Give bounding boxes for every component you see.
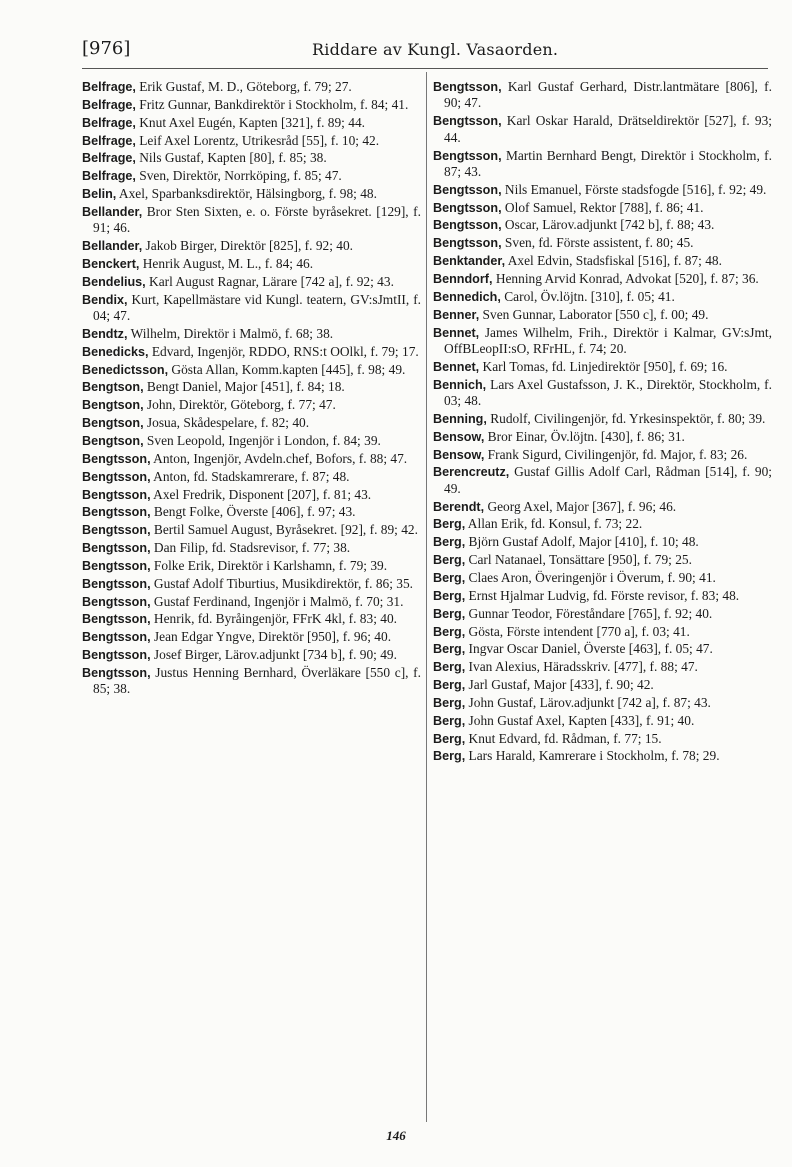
entry-surname: Berg, [433, 660, 466, 675]
entry-details: Axel Edvin, Stadsfiskal [516], f. 87; 48. [505, 253, 722, 269]
register-entry [433, 748, 772, 764]
entry-details: Karl Oskar Harald, Drätseldirektör [527], f. 93; 44. [444, 113, 772, 145]
entry-surname: Bengtsson, [82, 523, 151, 538]
entry-details: Justus Henning Bernhard, Överläkare [550 c], f. 85; 38. [93, 664, 421, 697]
entry-surname: Benner, [433, 307, 480, 322]
register-entry [82, 133, 421, 149]
entry-surname: Berg, [433, 588, 466, 603]
header-rule [82, 68, 768, 69]
entry-details: Bengt Folke, Överste [406], f. 97; 43. [150, 504, 356, 520]
entry-surname: Berg, [433, 749, 466, 764]
register-entry [82, 150, 421, 166]
entry-details: Edvard, Ingenjör, RDDO, RNS:t OOlkl, f. 79; 17. [148, 343, 419, 359]
entry-details: Nils Gustaf, Kapten [80], f. 85; 38. [135, 150, 327, 166]
register-entry [82, 558, 421, 574]
left-column [82, 79, 421, 699]
register-entry [433, 253, 772, 269]
entry-surname: Bellander, [82, 239, 143, 254]
column-divider [426, 72, 427, 1122]
register-entry [433, 359, 772, 375]
entry-details: Jarl Gustaf, Major [433], f. 90; 42. [465, 677, 654, 693]
entry-surname: Belfrage, [82, 151, 136, 166]
register-entry [82, 326, 421, 342]
entry-surname: Bengtsson, [433, 148, 502, 163]
register-entry [433, 552, 772, 568]
register-entry [82, 433, 421, 449]
entry-details: Sven Gunnar, Laborator [550 c], f. 00; 49. [479, 306, 709, 322]
entry-details: Lars Harald, Kamrerare i Stockholm, f. 78; 29. [465, 748, 720, 764]
entry-details: John, Direktör, Göteborg, f. 77; 47. [143, 397, 336, 413]
entry-details: Knut Axel Eugén, Kapten [321], f. 89; 44. [135, 114, 365, 130]
entry-details: Lars Axel Gustafsson, J. K., Direktör, Stockholm, f. 03; 48. [444, 376, 772, 408]
entry-surname: Berg, [433, 642, 466, 657]
entry-surname: Bengtsson, [433, 114, 502, 129]
register-entry [82, 487, 421, 503]
entry-surname: Benktander, [433, 254, 506, 269]
entry-surname: Berg, [433, 535, 466, 550]
entry-surname: Bengtsson, [82, 487, 151, 502]
register-entry [433, 148, 772, 181]
register-entry [433, 182, 772, 198]
entry-details: Georg Axel, Major [367], f. 96; 46. [484, 498, 677, 514]
register-entry [82, 274, 421, 290]
page-header [82, 38, 772, 66]
register-entry [82, 522, 421, 538]
entry-surname: Berencreutz, [433, 465, 510, 480]
entry-details: Bror Sten Sixten, e. o. Förste byråsekret. [129], f. 91; 46. [93, 203, 421, 236]
register-entry [433, 377, 772, 410]
entry-surname: Berg, [433, 571, 466, 585]
entry-surname: Bengtsson, [82, 558, 151, 573]
entry-surname: Belfrage, [82, 169, 136, 184]
entry-details: Ernst Hjalmar Ludvig, fd. Förste revisor, f. 83; 48. [465, 587, 740, 603]
register-entry [433, 677, 772, 693]
entry-surname: Bengtsson, [82, 576, 151, 591]
entry-surname: Bendtz, [82, 326, 128, 341]
entry-details: Gösta, Förste intendent [770 a], f. 03; 41. [465, 623, 690, 639]
right-column [433, 79, 772, 766]
entry-details: Frank Sigurd, Civilingenjör, fd. Major, f. 83; 26. [484, 446, 748, 462]
entry-surname: Belin, [82, 187, 117, 202]
entry-details: John Gustaf, Lärov.adjunkt [742 a], f. 87; 43. [465, 694, 711, 710]
register-entry [433, 534, 772, 550]
entry-surname: Benckert, [82, 257, 140, 271]
entry-surname: Bensow, [433, 447, 485, 462]
register-entry [82, 362, 421, 378]
register-entry [82, 256, 421, 272]
entry-surname: Benedictsson, [82, 362, 169, 377]
entry-surname: Benndorf, [433, 271, 493, 286]
entry-details: Claes Aron, Överingenjör i Överum, f. 90; 41. [465, 570, 716, 585]
entry-surname: Berg, [433, 678, 466, 693]
register-entry [82, 540, 421, 556]
register-entry [433, 79, 772, 112]
entry-surname: Berg, [433, 713, 466, 728]
entry-surname: Bengtsson, [82, 541, 151, 556]
entry-surname: Bengtson, [82, 380, 144, 395]
entry-details: Henning Arvid Konrad, Advokat [520], f. 87; 36. [492, 270, 759, 286]
entry-surname: Bengtsson, [82, 451, 151, 466]
entry-details: Gustaf Ferdinand, Ingenjör i Malmö, f. 70; 31. [150, 593, 404, 609]
entry-details: Sven, fd. Förste assistent, f. 80; 45. [501, 235, 694, 251]
register-entry [82, 79, 421, 95]
entry-details: Oscar, Lärov.adjunkt [742 b], f. 88; 43. [501, 217, 715, 233]
entry-details: Axel Fredrik, Disponent [207], f. 81; 43. [150, 486, 372, 502]
entry-details: James Wilhelm, Frih., Direktör i Kalmar, GV:sJmt, OffBLeopII:sO, RFrHL, f. 74; 20. [444, 324, 772, 356]
register-entry [433, 713, 772, 729]
entry-details: Fritz Gunnar, Bankdirektör i Stockholm, f. 84; 41. [135, 96, 409, 112]
register-entry [433, 113, 772, 146]
entry-details: Wilhelm, Direktör i Malmö, f. 68; 38. [127, 325, 334, 341]
entry-details: Carl Natanael, Tonsättare [950], f. 79; 25. [465, 552, 692, 568]
entry-details: Karl August Ragnar, Lärare [742 a], f. 92; 43. [145, 273, 394, 289]
entry-details: Henrik August, M. L., f. 84; 46. [139, 256, 314, 271]
register-entry [433, 217, 772, 233]
register-entry [82, 415, 421, 431]
entry-details: Rudolf, Civilingenjör, fd. Yrkesinspektör, f. 80; 39. [486, 410, 766, 426]
entry-surname: Belfrage, [82, 133, 136, 148]
register-entry [82, 238, 421, 254]
register-entry [433, 731, 772, 747]
entry-details: John Gustaf Axel, Kapten [433], f. 91; 40. [465, 712, 695, 728]
register-entry [82, 97, 421, 113]
register-entry [82, 344, 421, 360]
entry-details: Olof Samuel, Rektor [788], f. 86; 41. [501, 199, 704, 215]
register-entry [433, 606, 772, 622]
entry-surname: Benedicks, [82, 344, 149, 359]
entry-details: Leif Axel Lorentz, Utrikesråd [55], f. 10; 42. [135, 132, 380, 148]
register-entry [433, 307, 772, 323]
entry-details: Anton, Ingenjör, Avdeln.chef, Bofors, f. 88; 47. [150, 450, 408, 466]
entry-surname: Berg, [433, 553, 466, 568]
entry-surname: Bengtson, [82, 398, 144, 413]
register-entry [433, 588, 772, 604]
entry-details: Sven Leopold, Ingenjör i London, f. 84; 39. [143, 433, 381, 448]
entry-surname: Berg, [433, 731, 466, 746]
register-entry [82, 665, 421, 698]
page-footer [0, 1128, 792, 1144]
register-entry [82, 451, 421, 467]
page-number: 146 [386, 1128, 406, 1143]
bracketed-page-number: [976] [82, 38, 131, 59]
entry-details: Ivan Alexius, Häradsskriv. [477], f. 88; 47. [465, 659, 698, 675]
entry-surname: Bengtsson, [82, 594, 151, 609]
entry-details: Anton, fd. Stadskamrerare, f. 87; 48. [150, 468, 350, 484]
register-entry [433, 429, 772, 445]
register-entry [433, 570, 772, 586]
running-title: Riddare av Kungl. Vasaorden. [312, 40, 559, 59]
entry-details: Allan Erik, fd. Konsul, f. 73; 22. [465, 516, 643, 532]
entry-surname: Bendelius, [82, 274, 146, 289]
entry-surname: Bengtsson, [433, 80, 502, 94]
register-entry [82, 115, 421, 131]
entry-surname: Bellander, [82, 204, 143, 219]
entry-details: Bertil Samuel August, Byråsekret. [92], f. 89; 42. [150, 522, 418, 538]
register-entry [433, 516, 772, 532]
entry-details: Erik Gustaf, M. D., Göteborg, f. 79; 27. [135, 79, 352, 94]
entry-details: Gustaf Gillis Adolf Carl, Rådman [514], f. 90; 49. [444, 464, 772, 496]
entry-surname: Bengtsson, [82, 648, 151, 663]
register-entry [433, 695, 772, 711]
entry-details: Henrik, fd. Byråingenjör, FFrK 4kl, f. 83; 40. [150, 611, 397, 627]
entry-surname: Bennet, [433, 325, 480, 340]
entry-surname: Berendt, [433, 499, 485, 514]
register-entry [82, 469, 421, 485]
register-entry [82, 292, 421, 325]
entry-details: Gösta Allan, Komm.kapten [445], f. 98; 49. [168, 361, 406, 377]
register-entry [433, 289, 772, 305]
entry-surname: Bengtsson, [82, 505, 151, 520]
register-entry [433, 271, 772, 287]
entry-details: Axel, Sparbanksdirektör, Hälsingborg, f. 98; 48. [116, 186, 377, 202]
entry-surname: Bengtson, [82, 434, 144, 448]
entry-details: Bror Einar, Öv.löjtn. [430], f. 86; 31. [484, 428, 685, 444]
entry-surname: Bengtsson, [82, 630, 151, 645]
entry-surname: Belfrage, [82, 80, 136, 94]
entry-details: Carol, Öv.löjtn. [310], f. 05; 41. [500, 288, 675, 304]
register-entry [82, 186, 421, 202]
entry-surname: Berg, [433, 517, 466, 532]
register-entry [433, 624, 772, 640]
entry-details: Ingvar Oscar Daniel, Överste [463], f. 05; 47. [465, 641, 713, 657]
register-entry [82, 576, 421, 592]
register-entry [433, 641, 772, 657]
entry-surname: Bengtsson, [82, 665, 151, 680]
register-entry [82, 594, 421, 610]
entry-surname: Berg, [433, 695, 466, 710]
register-entry [433, 659, 772, 675]
entry-surname: Bensow, [433, 429, 485, 444]
register-entry [433, 200, 772, 216]
entry-details: Nils Emanuel, Förste stadsfogde [516], f. 92; 49. [501, 181, 767, 197]
entry-surname: Bengtsson, [433, 182, 502, 197]
entry-details: Josef Birger, Lärov.adjunkt [734 b], f. 90; 49. [150, 647, 397, 663]
entry-details: Björn Gustaf Adolf, Major [410], f. 10; 48. [465, 534, 699, 550]
entry-details: Gustaf Adolf Tiburtius, Musikdirektör, f. 86; 35. [150, 575, 414, 591]
register-entry [82, 504, 421, 520]
entry-details: Jean Edgar Yngve, Direktör [950], f. 96; 40. [150, 629, 392, 645]
entry-details: Kurt, Kapellmästare vid Kungl. teatern, GV:sJmtII, f. 04; 47. [93, 291, 421, 324]
register-entry [82, 397, 421, 413]
register-entry [433, 325, 772, 358]
entry-details: Karl Gustaf Gerhard, Distr.lantmätare [806], f. 90; 47. [444, 79, 772, 111]
entry-details: Jakob Birger, Direktör [825], f. 92; 40. [142, 238, 354, 254]
entry-surname: Bennich, [433, 377, 487, 392]
entry-surname: Bennedich, [433, 289, 501, 304]
entry-surname: Bengtsson, [82, 612, 151, 627]
register-entry [433, 235, 772, 251]
entry-details: Karl Tomas, fd. Linjedirektör [950], f. 69; 16. [479, 358, 728, 374]
entry-surname: Bengtson, [82, 416, 144, 431]
register-entry [82, 611, 421, 627]
entry-details: Josua, Skådespelare, f. 82; 40. [143, 415, 310, 431]
entry-surname: Benning, [433, 411, 487, 426]
entry-surname: Bendix, [82, 292, 128, 307]
entry-surname: Bengtsson, [82, 469, 151, 484]
entry-surname: Berg, [433, 624, 466, 639]
register-entry [433, 411, 772, 427]
register-entry [82, 168, 421, 184]
entry-details: Folke Erik, Direktör i Karlshamn, f. 79; 39. [150, 557, 388, 573]
register-entry [82, 379, 421, 395]
entry-details: Martin Bernhard Bengt, Direktör i Stockholm, f. 87; 43. [444, 147, 772, 179]
entry-surname: Belfrage, [82, 115, 136, 130]
register-entry [82, 204, 421, 237]
entry-surname: Bennet, [433, 359, 480, 374]
entry-surname: Bengtsson, [433, 236, 502, 251]
entry-surname: Belfrage, [82, 97, 136, 112]
entry-surname: Bengtsson, [433, 200, 502, 215]
entry-details: Dan Filip, fd. Stadsrevisor, f. 77; 38. [150, 540, 351, 556]
entry-surname: Berg, [433, 606, 466, 621]
register-entry [433, 464, 772, 497]
entry-details: Gunnar Teodor, Föreståndare [765], f. 92; 40. [465, 605, 713, 621]
register-entry [82, 629, 421, 645]
register-entry [433, 447, 772, 463]
register-entry [433, 499, 772, 515]
register-entry [82, 647, 421, 663]
entry-surname: Bengtsson, [433, 218, 502, 233]
entry-details: Sven, Direktör, Norrköping, f. 85; 47. [135, 168, 342, 184]
entry-details: Knut Edvard, fd. Rådman, f. 77; 15. [465, 730, 662, 746]
entry-details: Bengt Daniel, Major [451], f. 84; 18. [143, 379, 345, 395]
